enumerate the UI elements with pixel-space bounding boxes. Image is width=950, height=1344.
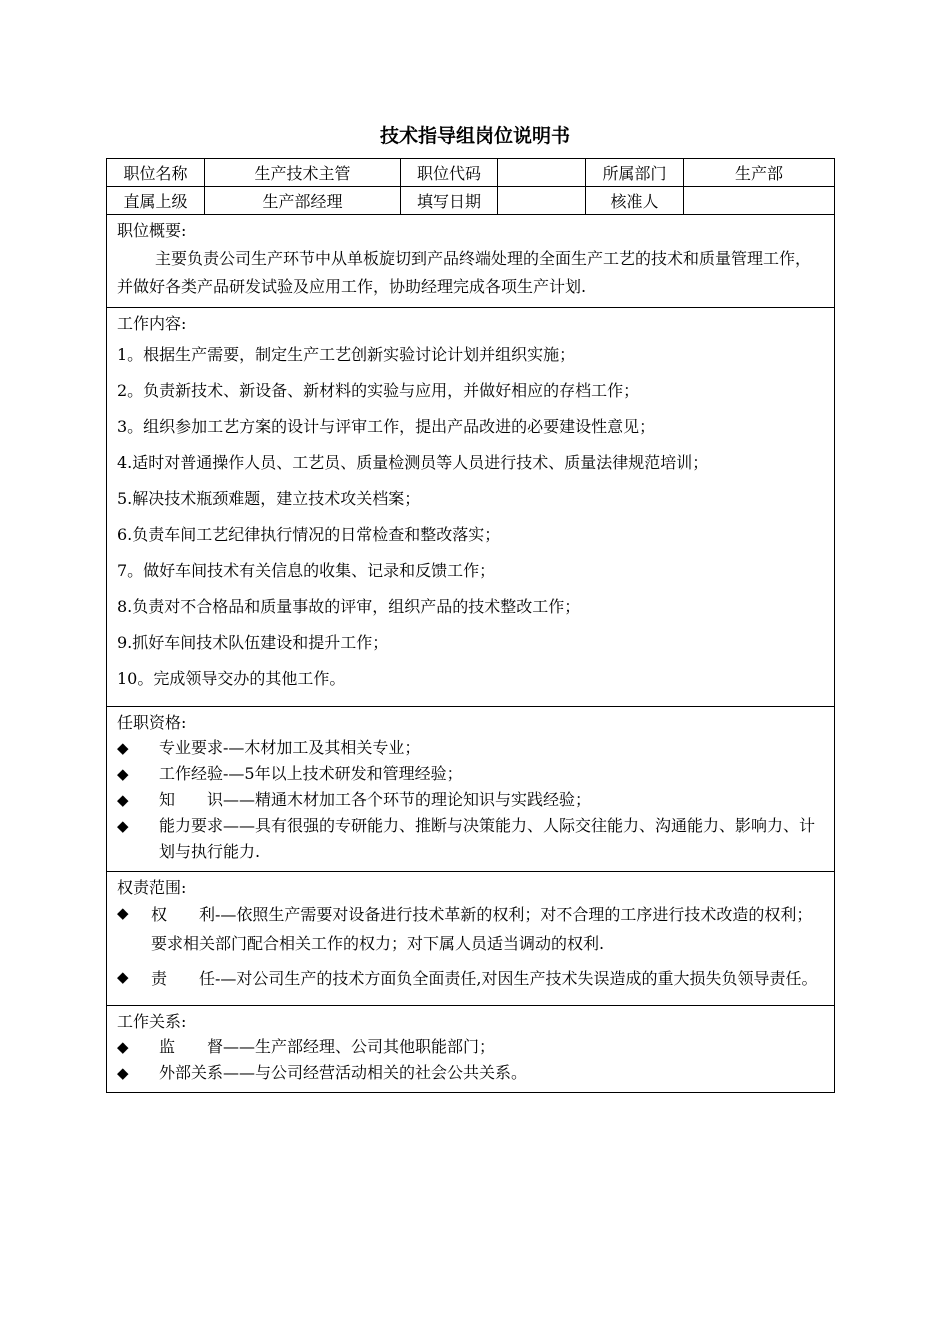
qualification-item — [117, 787, 822, 813]
relations-text: 外部关系——与公司经营活动相关的社会公共关系。 — [159, 1063, 528, 1082]
work-item: 3。组织参加工艺方案的设计与评审工作，提出产品改进的必要建设性意见； — [117, 417, 656, 436]
section-authority — [107, 872, 834, 1006]
authority-text: 责 任-—对公司生产的技术方面负全面责任,对因生产技术失误造成的重大损失负领导责任。 — [151, 969, 818, 988]
document-title: 技术指导组岗位说明书 — [379, 125, 570, 147]
relations-text: 监 督——生产部经理、公司其他职能部门； — [159, 1037, 496, 1056]
value-supervisor: 生产部经理 — [205, 187, 401, 214]
bullet-diamond-icon: ◆ — [117, 904, 129, 922]
work-label: 工作内容: — [117, 314, 187, 333]
section-work-content — [107, 308, 834, 707]
authority-text: 权 利-—依照生产需要对设备进行技术革新的权利；对不合理的工序进行技术改造的权利；要求相关部门配合相关工作的权力；对下属人员适当调动的权利. — [151, 905, 813, 953]
value-department: 生产部 — [734, 164, 783, 183]
work-item: 9.抓好车间技术队伍建设和提升工作； — [117, 633, 389, 652]
section-qualification — [107, 707, 834, 872]
section-summary — [107, 215, 834, 308]
label-approver: 核准人 — [586, 187, 684, 214]
relations-item — [117, 1034, 822, 1060]
bullet-diamond-icon: ◆ — [117, 791, 129, 809]
qualification-text: 专业要求-—木材加工及其相关专业； — [159, 738, 421, 757]
qualification-text: 工作经验-—5年以上技术研发和管理经验； — [159, 764, 463, 783]
work-item: 4.适时对普通操作人员、工艺员、质量检测员等人员进行技术、质量法律规范培训； — [117, 453, 709, 472]
work-item: 6.负责车间工艺纪律执行情况的日常检查和整改落实； — [117, 525, 501, 544]
authority-label: 权责范围: — [117, 878, 187, 897]
summary-text: 主要负责公司生产环节中从单板旋切到产品终端处理的全面生产工艺的技术和质量管理工作，并做好各类产品研发试验及应用工作，协助经理完成各项生产计划. — [117, 249, 812, 296]
work-item: 2。负责新技术、新设备、新材料的实验与应用，并做好相应的存档工作； — [117, 381, 640, 400]
value-approver — [684, 187, 834, 214]
authority-item — [117, 964, 822, 993]
value-fill-date — [498, 187, 586, 214]
bullet-diamond-icon: ◆ — [117, 1064, 129, 1082]
relations-label: 工作关系: — [117, 1012, 187, 1031]
qualification-label: 任职资格: — [117, 713, 187, 732]
header-row-2 — [107, 187, 834, 215]
qualification-item — [117, 735, 822, 761]
relations-item — [117, 1060, 822, 1086]
label-supervisor: 直属上级 — [107, 187, 205, 214]
bullet-diamond-icon: ◆ — [117, 1038, 129, 1056]
qualification-item — [117, 761, 822, 787]
header-row-1 — [107, 159, 834, 187]
bullet-diamond-icon: ◆ — [117, 765, 129, 783]
qualification-text: 知 识——精通木材加工各个环节的理论知识与实践经验； — [159, 790, 592, 809]
work-item: 8.负责对不合格品和质量事故的评审，组织产品的技术整改工作； — [117, 597, 581, 616]
bullet-diamond-icon: ◆ — [117, 739, 129, 757]
label-position-name: 职位名称 — [107, 159, 205, 186]
bullet-diamond-icon: ◆ — [117, 817, 129, 835]
qualification-item — [117, 813, 822, 865]
work-item: 1。根据生产需要，制定生产工艺创新实验讨论计划并组织实施； — [117, 345, 576, 364]
section-relations — [107, 1006, 834, 1092]
summary-label: 职位概要: — [117, 221, 187, 240]
bullet-diamond-icon: ◆ — [117, 968, 129, 986]
job-description-table — [106, 158, 835, 1093]
work-item: 10。完成领导交办的其他工作。 — [117, 669, 346, 688]
value-position-code — [498, 159, 586, 186]
value-position-name: 生产技术主管 — [205, 159, 401, 186]
label-fill-date: 填写日期 — [401, 187, 498, 214]
work-item: 5.解决技术瓶颈难题，建立技术攻关档案； — [117, 489, 421, 508]
authority-item — [117, 900, 822, 958]
qualification-text: 能力要求——具有很强的专研能力、推断与决策能力、人际交往能力、沟通能力、影响力、计划与执行能力. — [159, 816, 816, 861]
work-item: 7。做好车间技术有关信息的收集、记录和反馈工作； — [117, 561, 496, 580]
label-position-code: 职位代码 — [401, 159, 498, 186]
label-department: 所属部门 — [586, 159, 684, 186]
